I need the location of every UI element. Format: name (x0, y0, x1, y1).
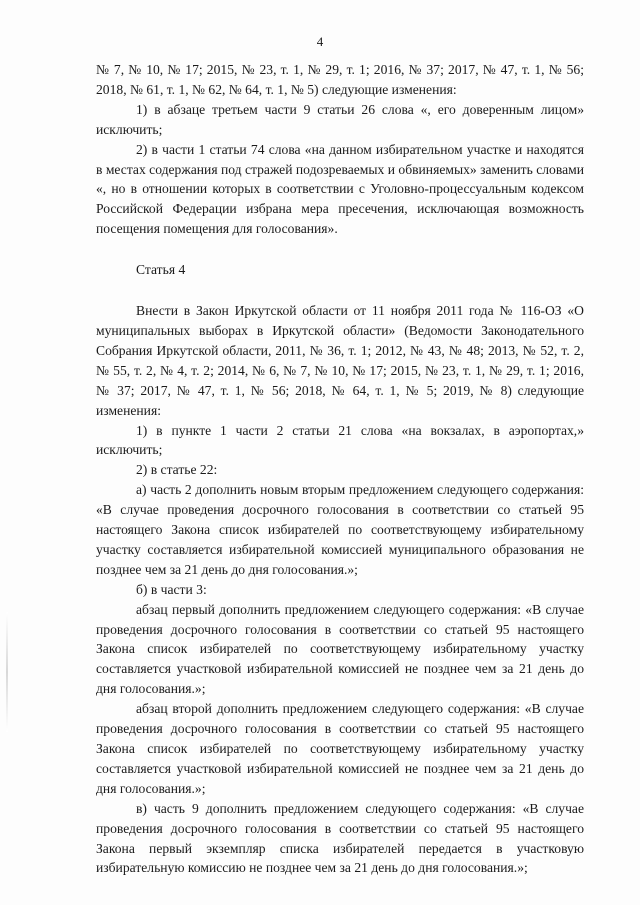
paragraph-abzac-1: абзац первый дополнить предложением следующего содержания: «В случае проведения досрочного голосования в соответствии со статьей 95 настоящего Закона список избирателей по соответствующему избирательному участку составляется участковой избирательной комиссией не позднее чем за 21 день до дня голосования.»; (96, 601, 584, 697)
article-heading: Статья 4 (136, 262, 186, 278)
paragraph-subpoint-v: в) часть 9 дополнить предложением следующего содержания: «В случае проведения досрочного голосования в соответствии со статьей 95 настоящего Закона первый экземпляр списка избирателей передается в участковую избирательную комиссию не позднее чем за 21 день до дня голосования.»; (96, 800, 584, 876)
document-body (96, 60, 584, 878)
paragraph-point-2: 2) в статье 22: (136, 462, 218, 478)
paragraph-item-2: 2) в части 1 статьи 74 слова «на данном избирательном участке и находятся в местах содержания под стражей подозреваемых и обвиняемых» заменить словами «, но в отношении которых в соответствии с Уголовно-процессуальным кодексом Российской Федерации избрана мера пресечения, исключающая возможность посещения помещения для голосования». (96, 141, 584, 237)
paragraph-point-1: 1) в пункте 1 части 2 статьи 21 слова «на вокзалах, в аэропортах,» исключить; (96, 422, 584, 458)
paragraph-abzac-2: абзац второй дополнить предложением следующего содержания: «В случае проведения досрочного голосования в соответствии со статьей 95 настоящего Закона список избирателей по соответствующему избирательному участку составляется участковой избирательной комиссией не позднее чем за 21 день до дня голосования.»; (96, 701, 584, 796)
paragraph-subpoint-b: б) в части 3: (136, 581, 207, 597)
paragraph-item-1: 1) в абзаце третьем части 9 статьи 26 слова «, его доверенным лицом» исключить; (96, 101, 584, 137)
paragraph-article-intro: Внести в Закон Иркутской области от 11 ноября 2011 года № 116-ОЗ «О муниципальных выборах в Иркутской области» (Ведомости Законодательного Собрания Иркутской области, 2011, № 36, т. 1; 2012, № 43, № 48; 2013, № 52, т. 2, № 55, т. 2, № 4, т. 2; 2014, № 6, № 7, № 10, № 17; 2015, № 23, т. 1, № 29, т. 1; 2016, № 37; 2017, № 47, т. 1, № 56; 2018, № 64, т. 1, № 5; 2019, № 8) следующие изменения: (96, 303, 584, 418)
page-number: 4 (316, 34, 324, 49)
paragraph-continuation: № 7, № 10, № 17; 2015, № 23, т. 1, № 29, т. 1; 2016, № 37; 2017, № 47, т. 1, № 56; 2018, № 61, т. 1, № 62, № 64, т. 1, № 5) следующие изменения: (96, 62, 584, 97)
paragraph-subpoint-a: а) часть 2 дополнить новым вторым предложением следующего содержания: «В случае проведения досрочного голосования в соответствии со статьей 95 настоящего Закона список избирателей по соответствующему избирательному участку составляется избирательной комиссией муниципального образования не позднее чем за 21 день до дня голосования.»; (96, 482, 584, 577)
scan-edge-mark (6, 612, 8, 732)
